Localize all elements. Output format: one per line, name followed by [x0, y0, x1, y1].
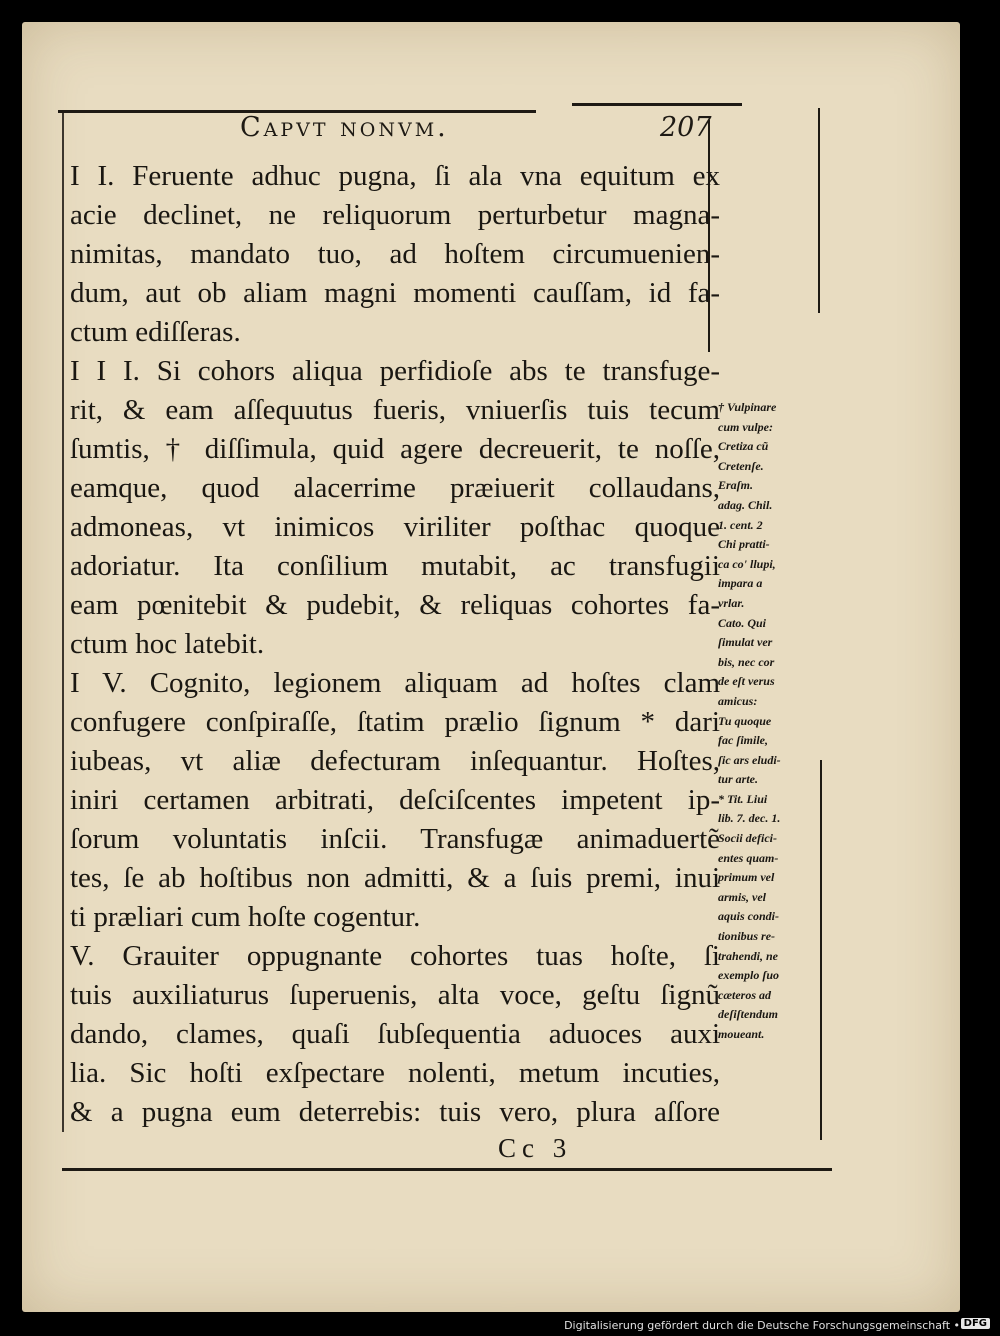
- bottom-rule: [62, 1168, 832, 1171]
- text-line: nimitas, mandato tuo, ad hoſtem circumuenien-: [70, 238, 720, 270]
- left-margin-rule: [62, 112, 64, 1132]
- marginal-note-line: aquis condi-: [718, 909, 780, 924]
- text-line: & a pugna eum deterrebis: tuis vero, plura aſſore: [70, 1096, 720, 1128]
- top-rule-right: [572, 103, 742, 106]
- text-line: iniri certamen arbitrati, deſciſcentes impetent ip-: [70, 784, 720, 816]
- marginal-note-line: exemplo ſuo: [718, 968, 779, 983]
- marginal-note-line: Cato. Qui: [718, 615, 767, 630]
- text-line: rit, & eam aſſequutus fueris, vniuerſis tuis tecum: [70, 394, 720, 426]
- text-line: ſorum voluntatis inſcii. Transfugæ animaduertẽ: [70, 823, 720, 855]
- marginal-note-line: ſimulat ver: [718, 635, 773, 650]
- marginal-note-line: Cretiza cũ: [718, 439, 769, 454]
- text-line: tuis auxiliaturus ſuperuenis, alta voce, geſtu ſignũ: [70, 979, 720, 1011]
- text-line: I I. Feruente adhuc pugna, ſi ala vna equitum ex: [70, 160, 720, 192]
- main-text-column: [70, 157, 720, 1132]
- text-line: confugere conſpiraſſe, ſtatim prælio ſignum * dari: [70, 706, 720, 738]
- text-line: ctum ediſſeras.: [70, 316, 241, 348]
- page-number: 207: [660, 112, 712, 143]
- marginal-note-line: 1. cent. 2: [718, 517, 763, 532]
- marginal-note-line: tur arte.: [718, 772, 759, 787]
- marginal-note-line: ſic ars eludi-: [718, 752, 781, 767]
- right-margin-rule: [818, 108, 820, 313]
- digitization-credit: Digitalisierung gefördert durch die Deutsche Forschungsgemeinschaft •: [564, 1319, 960, 1332]
- marginal-note-line: deſiſtendum: [718, 1007, 778, 1022]
- marginal-note-line: primum vel: [718, 870, 775, 885]
- marginal-note-line: Chi pratti-: [718, 537, 770, 552]
- marginal-note-line: impara a: [718, 576, 763, 591]
- marginal-note-line: Eraſm.: [718, 478, 754, 493]
- text-line: ti præliari cum hoſte cogentur.: [70, 901, 421, 933]
- marginal-note-line: lib. 7. dec. 1.: [718, 811, 781, 826]
- marginal-note-line: armis, vel: [718, 889, 766, 904]
- marginal-note-line: vrlar.: [718, 595, 745, 610]
- marginal-note-line: cæteros ad: [718, 987, 771, 1002]
- text-line: dum, aut ob aliam magni momenti cauſſam, id fa-: [70, 277, 720, 309]
- marginal-note-line: bis, nec cor: [718, 654, 775, 669]
- marginal-note-line: adag. Chil.: [718, 497, 773, 512]
- text-line: I I I. Si cohors aliqua perfidioſe abs te transfuge-: [70, 355, 720, 387]
- text-line: eamque, quod alacerrime præiuerit collaudans,: [70, 472, 720, 504]
- text-line: adoriatur. Ita conſilium mutabit, ac transfugii: [70, 550, 720, 582]
- marginal-note-line: cum vulpe:: [718, 419, 773, 434]
- marginal-note-line: fac ſimile,: [718, 733, 768, 748]
- marginal-note-line: Cretenſe.: [718, 458, 764, 473]
- dfg-logo: DFG: [961, 1318, 990, 1329]
- text-line: eam pœnitebit & pudebit, & reliquas cohortes fa-: [70, 589, 720, 621]
- text-line: acie declinet, ne reliquorum perturbetur magna-: [70, 199, 720, 231]
- marginal-note-line: ca co' llupi,: [718, 556, 776, 571]
- marginal-note-line: Socii defici-: [718, 831, 777, 846]
- marginal-note-line: Tu quoque: [718, 713, 772, 728]
- marginal-note-line: entes quam-: [718, 850, 779, 865]
- text-line: tes, ſe ab hoſtibus non admitti, & a ſuis premi, inui: [70, 862, 720, 894]
- marginal-note-line: de eſt verus: [718, 674, 775, 689]
- marginal-note-line: moueant.: [718, 1027, 765, 1041]
- text-line: iubeas, vt aliæ defecturam inſequantur. Hoſtes,: [70, 745, 720, 777]
- text-line: V. Grauiter oppugnante cohortes tuas hoſte, ſi: [70, 940, 720, 972]
- text-line: admoneas, vt inimicos viriliter poſthac quoque: [70, 511, 720, 543]
- running-head: Capvt nonvm.: [240, 112, 449, 143]
- marginal-note-line: * Tit. Liui: [718, 791, 768, 806]
- marginal-notes: [718, 398, 830, 1045]
- marginal-note-line: amicus:: [718, 693, 758, 708]
- marginal-note-line: † Vulpinare: [718, 400, 777, 414]
- marginal-note-line: trahendi, ne: [718, 948, 779, 963]
- text-line: dando, clames, quaſi ſubſequentia aduoces auxi: [70, 1018, 720, 1050]
- text-line: lia. Sic hoſti exſpectare nolenti, metum incuties,: [70, 1057, 720, 1089]
- signature-mark: Cc 3: [498, 1133, 573, 1163]
- marginal-note-line: tionibus re-: [718, 929, 776, 944]
- text-line: I V. Cognito, legionem aliquam ad hoſtes clam: [70, 667, 720, 699]
- text-line: ctum hoc latebit.: [70, 628, 265, 660]
- text-line: ſumtis, † diſſimula, quid agere decreuerit, te noſſe,: [70, 433, 720, 465]
